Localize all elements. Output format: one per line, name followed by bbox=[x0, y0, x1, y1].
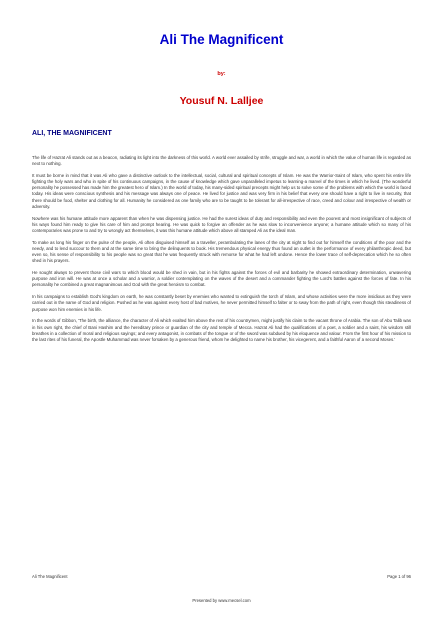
footer-credit: Presented by www.mecsel.com bbox=[192, 598, 251, 603]
paragraph: Nowhere was his humane attitude more apparent than when he was dispensing justice. He had the surest ideas of duty and responsibility and even the poorest and most insignificant of subjects of his ways found him ready to give his care of him and prompt hearing. He was quick to forgive an offender as he was slow to inconvenience anyone; a humane attitude which so many of his contemporaries was prone to and try to wrongly act themselves, it was this humane attitude which above all stamped Ali as the ideal man. bbox=[32, 215, 411, 233]
paragraph: The life of Hazrat Ali stands out as a beacon, radiating its light into the darkness of this world. A world ever assailed by strife, struggle and war, a world in which the value of human life is regarded as next to nothing. bbox=[32, 155, 411, 167]
paragraph: In the words of Gibbon, 'The birth, the alliance, the character of Ali which exalted him above the rest of his countrymen, might justify his claim to the vacant throne of Arabia. The son of Abu Talib was in his own right, the chief of Bani Hashim and the hereditary prince or guardian of the city and temple of Mecca. Hazrat Ali had the qualifications of a poet, a soldier and a saint, his wisdom still breathes in a collection of moral and religious sayings; and every antagonist, in combats of the tongue or of the sword was subdued by his eloquence and valour. From the first hour of his mission to the last rites of his funeral, the Apostle Muhammad was never forsaken by a generous friend, whom he delighted to name his brother, his vicegerent, and a faithful Aaron of a second Moses.' bbox=[32, 318, 411, 342]
paragraph: In his campaigns to establish God's kingdom on earth, he was constantly beset by enemies who wanted to extinguish the torch of Islam, and whose activities were the more insidious as they were carried out in the name of God and religion. Pushed as he was against every host of bad motives, he never permitted himself to falter or to sway from the path of right, even though this steadiness of purpose won him enemies in his life. bbox=[32, 294, 411, 312]
paragraph: It must be borne in mind that it was Ali who gave a distinctive outlook to the intellectual, social, cultural and spiritual concepts of Islam. He was the Warrior-Saint of Islam, who spent his entire life fighting the holy wars and who in spite of his continuous campaigns, in the cause of knowledge which gave unparalleled impetus to learning-a marvel of the times in which he lived. (The wonderful personality he possessed has made him the greatest hero of Islam.) In the world of today, his many-sided spiritual precepts might help us to solve some of the problems with which the world is faced today. His ideas were conscious synthesis and his message was always one of peace. He lived for justice and was very firm in his belief that every one should have a right to live in security, that there should be food, shelter and clothing for all. Humanity he considered as one family who are to be taught to be tolerant for all-irrespective of race, creed and colour and irrespective of wealth or adversity. bbox=[32, 173, 411, 209]
page-number: Page 1 of 96 bbox=[387, 574, 411, 579]
author-name: Yousuf N. Lalljee bbox=[179, 95, 264, 107]
body-text bbox=[32, 155, 411, 349]
document-title: Ali The Magnificent bbox=[159, 32, 284, 47]
footer-title: Ali The Magnificent bbox=[32, 574, 68, 579]
paragraph: He sought always to prevent those civil wars to which blood would be shed in vain, but in his fights against the forces of evil and barbarity he showed extraordinary determination, unwavering purpose and iron will. He was at once a scholar and a warrior, a soldier contemplating on the waves of the desert and a commander fighting the Lord's battles against the forces of fate. In his personality he combined a great magnanimous and God with the great heroism to combat. bbox=[32, 270, 411, 288]
section-heading: ALI, THE MAGNIFICENT bbox=[32, 130, 112, 137]
paragraph: To make as long his finger on the pulse of the people, Ali often disguised himself as a traveller, perambulating the lanes of the city at night to find out for himself the conditions of the poor and the needy, and to lend succour to them and at the same time to bring the delinquents to book. His tremendous physical energy thus found an outlet in the performance of every philanthropic deed, but even so, his sense of responsibility to his people was so great that he was frequently struck with remorse for what he had left undone. Hence the lower trace of self-deprecation which he so often shed in his prayers. bbox=[32, 239, 411, 264]
by-label: by: bbox=[217, 71, 226, 77]
